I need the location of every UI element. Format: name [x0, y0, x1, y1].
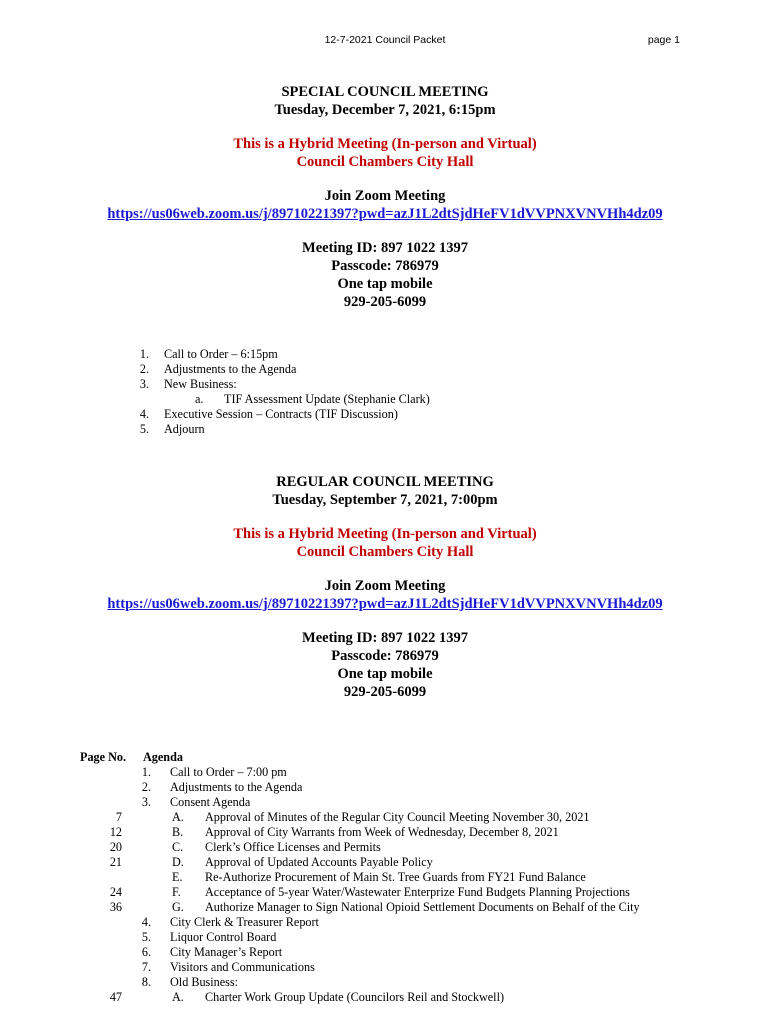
item-text: City Manager’s Report	[170, 945, 283, 959]
table-row	[0, 825, 770, 840]
item-number: 5.	[141, 930, 151, 944]
regular-meeting-date: Tuesday, September 7, 2021, 7:00pm	[272, 492, 498, 508]
regular-location: Council Chambers City Hall	[296, 544, 474, 560]
page-number-cell: 24	[109, 885, 122, 899]
subitem-text: Authorize Manager to Sign National Opioid Settlement Documents on Behalf of the City	[205, 900, 640, 914]
subitem-letter: A.	[172, 810, 184, 824]
table-row	[0, 990, 770, 1005]
agenda-header-row	[0, 750, 770, 765]
subitem-letter: A.	[172, 990, 184, 1004]
table-row	[0, 960, 770, 975]
subitem-text: Approval of Minutes of the Regular City Council Meeting November 30, 2021	[205, 810, 590, 824]
page-number-cell: 12	[109, 825, 122, 839]
table-row	[0, 795, 770, 810]
table-row	[0, 765, 770, 780]
special-meeting-block	[0, 83, 770, 311]
table-row	[0, 915, 770, 930]
special-phone: 929-205-6099	[343, 294, 427, 310]
table-row	[0, 855, 770, 870]
special-passcode: Passcode: 786979	[331, 258, 439, 274]
table-row	[0, 900, 770, 915]
table-row	[0, 975, 770, 990]
regular-meeting-block	[0, 473, 770, 701]
special-zoom-link[interactable]: https://us06web.zoom.us/j/89710221397?pwd=azJ1L2dtSjdHeFV1dVVPNXVNVHh4dz09	[107, 206, 663, 222]
special-meeting-title: SPECIAL COUNCIL MEETING	[281, 84, 489, 100]
regular-zoom-label: Join Zoom Meeting	[324, 578, 446, 594]
page-number-cell: 21	[109, 855, 122, 869]
agenda-label: Agenda	[143, 750, 183, 764]
item-number: 4.	[141, 915, 151, 929]
page-number-cell: 20	[109, 840, 122, 854]
table-row	[0, 840, 770, 855]
item-text: Liquor Control Board	[170, 930, 277, 944]
table-row	[0, 780, 770, 795]
subitem-letter: E.	[172, 870, 183, 884]
page-number-cell: 47	[109, 990, 122, 1004]
subitem-letter: D.	[172, 855, 184, 869]
special-meeting-date: Tuesday, December 7, 2021, 6:15pm	[274, 102, 496, 118]
item-text: Call to Order – 7:00 pm	[170, 765, 287, 779]
special-one-tap: One tap mobile	[337, 276, 433, 292]
subitem-text: Re-Authorize Procurement of Main St. Tree Guards from FY21 Fund Balance	[205, 870, 586, 884]
list-item: a. TIF Assessment Update (Stephanie Clark)	[195, 392, 430, 406]
page-no-label: Page No.	[80, 750, 127, 764]
subitem-text: Approval of Updated Accounts Payable Policy	[205, 855, 433, 869]
special-hybrid-note: This is a Hybrid Meeting (In-person and Virtual)	[233, 136, 537, 152]
table-row	[0, 945, 770, 960]
subitem-text: Acceptance of 5-year Water/Wastewater Enterprize Fund Budgets Planning Projections	[205, 885, 630, 899]
special-meeting-id: Meeting ID: 897 1022 1397	[302, 240, 468, 256]
page-header	[0, 34, 770, 50]
table-row	[0, 870, 770, 885]
table-row	[0, 810, 770, 825]
item-number: 7.	[141, 960, 151, 974]
item-text: Adjustments to the Agenda	[170, 780, 303, 794]
subitem-letter: C.	[172, 840, 184, 854]
page-number-cell: 36	[109, 900, 122, 914]
table-row	[0, 885, 770, 900]
subitem-letter: F.	[172, 885, 181, 899]
item-number: 2.	[141, 780, 151, 794]
subitem-text: Clerk’s Office Licenses and Permits	[205, 840, 381, 854]
regular-zoom-link[interactable]: https://us06web.zoom.us/j/89710221397?pwd=azJ1L2dtSjdHeFV1dVVPNXVNVHh4dz09	[107, 596, 663, 612]
subitem-text: Approval of City Warrants from Week of Wednesday, December 8, 2021	[205, 825, 559, 839]
item-number: 6.	[141, 945, 151, 959]
subitem-letter: G.	[172, 900, 184, 914]
item-number: 1.	[141, 765, 151, 779]
subitem-text: Charter Work Group Update (Councilors Reil and Stockwell)	[205, 990, 505, 1004]
item-text: Visitors and Communications	[170, 960, 315, 974]
regular-one-tap: One tap mobile	[337, 666, 433, 682]
table-row	[0, 930, 770, 945]
item-number: 8.	[141, 975, 151, 989]
regular-phone: 929-205-6099	[343, 684, 427, 700]
item-text: Consent Agenda	[170, 795, 251, 809]
page-number-cell: 7	[115, 810, 122, 824]
regular-meeting-id: Meeting ID: 897 1022 1397	[302, 630, 468, 646]
item-text: City Clerk & Treasurer Report	[170, 915, 319, 929]
regular-passcode: Passcode: 786979	[331, 648, 439, 664]
subitem-letter: B.	[172, 825, 184, 839]
item-text: Old Business:	[170, 975, 239, 989]
special-location: Council Chambers City Hall	[296, 154, 474, 170]
regular-meeting-title: REGULAR COUNCIL MEETING	[276, 474, 494, 490]
item-number: 3.	[141, 795, 151, 809]
regular-hybrid-note: This is a Hybrid Meeting (In-person and Virtual)	[233, 526, 537, 542]
special-zoom-label: Join Zoom Meeting	[324, 188, 446, 204]
page-number: page 1	[647, 34, 680, 46]
packet-title: 12-7-2021 Council Packet	[324, 34, 446, 46]
